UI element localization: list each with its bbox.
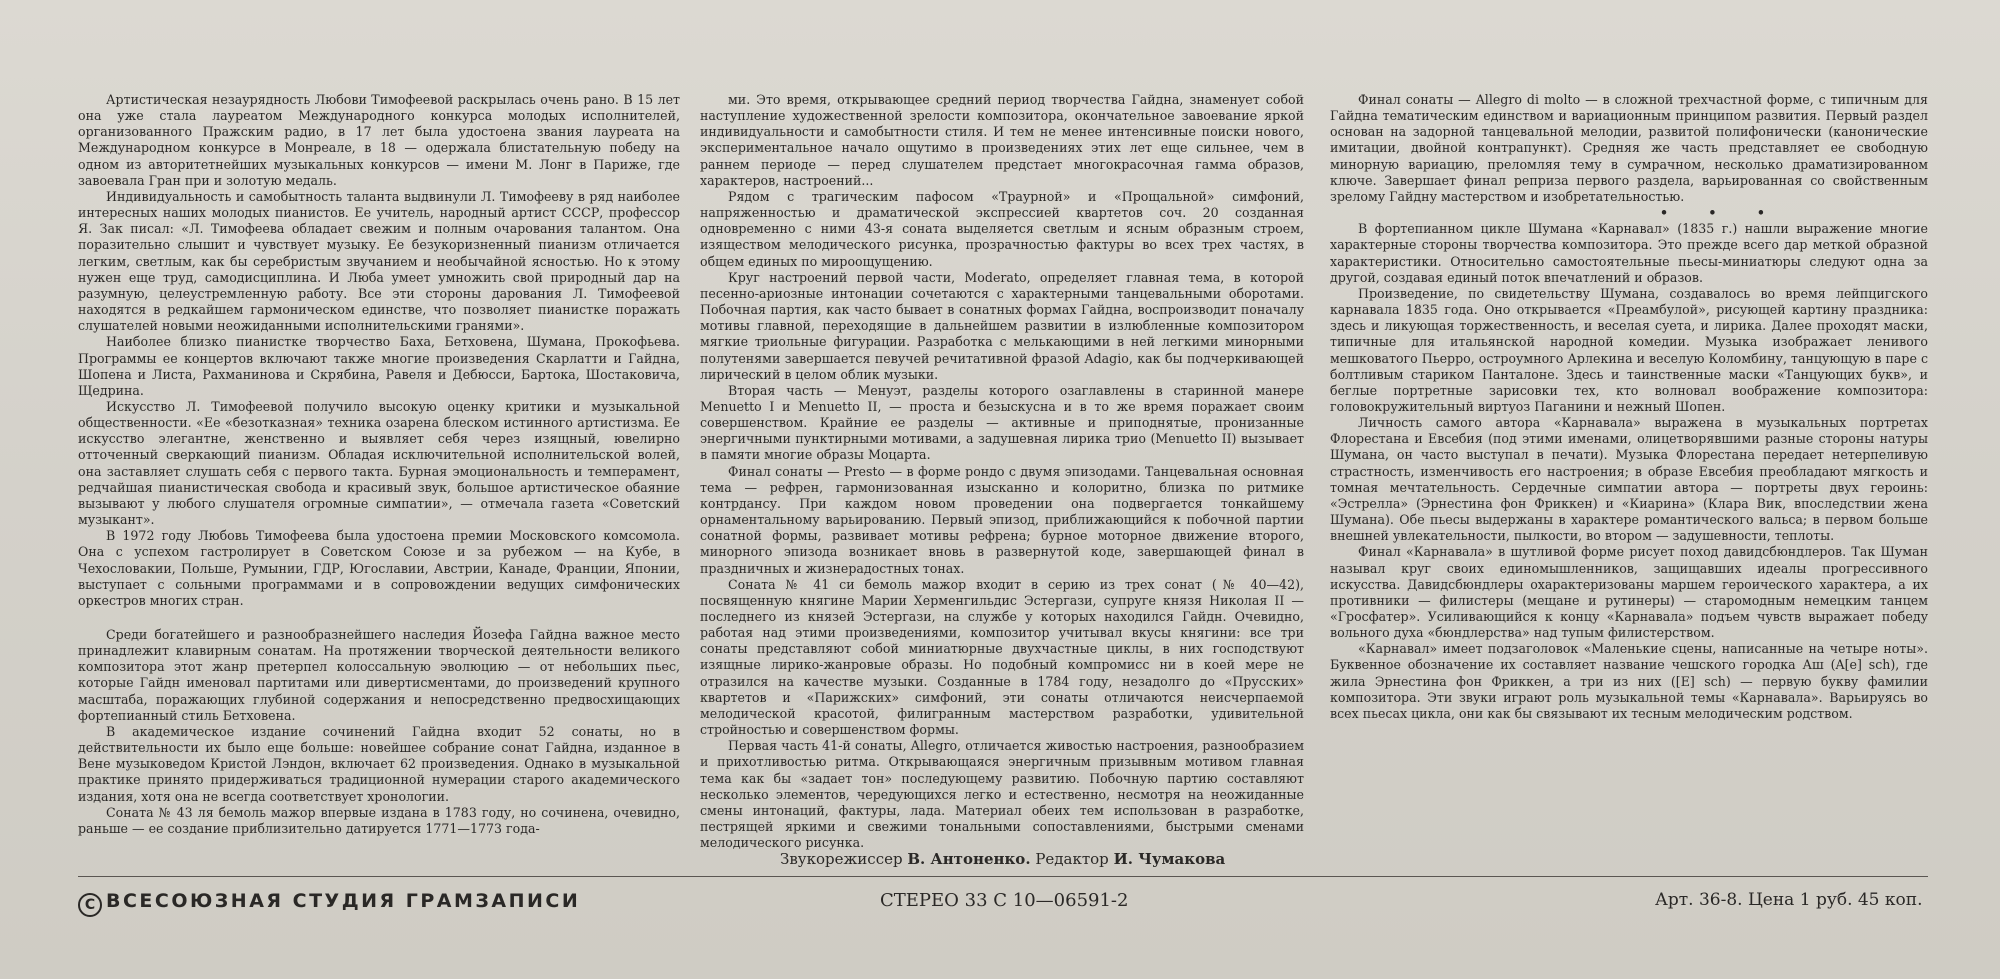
paragraph: Личность самого автора «Карнавала» выражена в музыкальных портретах Флорестана и Евсебия (под этими именами, олицетворявшими разные стороны натуры Шумана, он часто выступал в печати). Музыка Флорестана передает нетерпеливую страстность, изменчивость его настроения; в образе Евсебия преобладают мягкость и томная мечтательность. Сердечные симпатии автора — портреты двух героинь: «Эстрелла» (Эрнестина фон Фриккен) и «Киарина» (Клара Вик, впоследствии жена Шумана). Обе пьесы выдержаны в характере романтического вальса; в первом больше внешней увлекательности, пылкости, во втором — задушевности, теплоты.: [1330, 415, 1928, 544]
paragraph: Круг настроений первой части, Moderato, определяет главная тема, в которой песенно-ариозные интонации сочетаются с характерными танцевальными оборотами. Побочная партия, как часто бывает в сонатных формах Гайдна, воспроизводит поначалу мотивы главной, переходящие в дальнейшем развитии в излюбленные композитором мягкие триольные фигурации. Разработка с мелькающими в ней легкими минорными полутенями завершается певучей речитативной фразой Adagio, как бы подчеркивающей лирический в целом облик музыки.: [700, 269, 1304, 382]
paragraph: «Карнавал» имеет подзаголовок «Маленькие сцены, написанные на четыре ноты». Буквенное обозначение их составляет название чешского городка Аш (A[e] sch), где жила Эрнестина фон Фриккен, а три из них ([E] sch) — первую букву фамилии композитора. Эти звуки играют роль музыкальной темы «Карнавала». Варьируясь во всех пьесах цикла, они как бы связывают их тесным мелодическим родством.: [1330, 641, 1928, 721]
paragraph: Финал «Карнавала» в шутливой форме рисует поход давидсбюндлеров. Так Шуман называл круг своих единомышленников, защищавших идеалы прогрессивного искусства. Давидсбюндлеры охарактеризованы маршем героического характера, а их противники — филистеры (мещане и рутинеры) — старомодным немецким танцем «Гросфатер». Усиливающийся к концу «Карнавала» подъем чувств выражает победу вольного духа «бюндлерства» над тупым филистерством.: [1330, 544, 1928, 641]
paragraph: Произведение, по свидетельству Шумана, создавалось во время лейпцигского карнавала 1835 года. Оно открывается «Преамбулой», рисующей картину праздника: здесь и ликующая торжественность, и веселая суета, и лирика. Далее проходят маски, типичные для итальянской народной комедии. Музыка изображает ленивого мешковатого Пьерро, остроумного Арлекина и веселую Коломбину, танцующую в паре с болтливым стариком Панталоне. Здесь и таинственные маски «Танцующих букв», и беглые портретные зарисовки тех, кто волновал воображение композитора: головокружительный виртуоз Паганини и нежный Шопен.: [1330, 285, 1928, 414]
text-column-1: [78, 92, 680, 837]
paragraph: Финал сонаты — Allegro di molto — в сложной трехчастной форме, с типичным для Гайдна тематическим единством и вариационным принципом развития. Первый раздел основан на задорной танцевальной мелодии, развитой полифонически (канонические имитации, двойной контрапункт). Средняя же часть представляет ее свободную минорную вариацию, преломляя тему в сумрачном, несколько драматизированном ключе. Завершает финал реприза первого раздела, варьированная со свойственным зрелому Гайдну мастерством и изобретательностью.: [1330, 92, 1928, 204]
paragraph: Соната № 41 си бемоль мажор входит в серию из трех сонат (№ 40—42), посвященную княгине Марии Херменгильдис Эстергази, супруге князя Николая II — последнего из князей Эстергази, на службе у которых находился Гайдн. Очевидно, работая над этими произведениями, композитор учитывал вкусы княгини: все три сонаты представляют собой миниатюрные двухчастные циклы, в них господствуют изящные лирико-жанровые образы. Но подобный компромисс ни в коей мере не отразился на качестве музыки. Созданные в 1784 году, незадолго до «Прусских» квартетов и «Парижских» симфоний, эти сонаты отличаются неисчерпаемой мелодической красотой, филигранным мастерством разработки, удивительной стройностью и совершенством формы.: [700, 576, 1304, 738]
paragraph: В фортепианном цикле Шумана «Карнавал» (1835 г.) нашли выражение многие характерные стороны творчества композитора. Это прежде всего дар меткой образной характеристики. Относительно самостоятельные пьесы-миниатюры следуют одна за другой, создавая единый поток впечатлений и образов.: [1330, 221, 1928, 285]
text-column-2: [700, 92, 1304, 851]
paragraph: Искусство Л. Тимофеевой получило высокую оценку критики и музыкальной общественности. «Ее «безотказная» техника озарена блеском истинного артистизма. Ее искусство элегантне, женственно и выявляет себя через изящный, ювелирно отточенный сверкающий пианизм. Обладая исключительной исполнительской волей, она заставляет слушать себя с первого такта. Бурная эмоциональность и темперамент, редчайшая пианистическая свобода и красивый звук, большое артистическое обаяние вызывают у любого слушателя огромные симпатии», — отмечала газета «Советский музыкант».: [78, 398, 680, 528]
paragraph: Артистическая незаурядность Любови Тимофеевой раскрылась очень рано. В 15 лет она уже стала лауреатом Международного конкурса молодых исполнителей, организованного Пражским радио, в 17 лет была удостоена звания лауреата на Международном конкурсе в Монреале, в 18 — одержала блистательную победу на одном из авторитетнейших музыкальных конкурсов — имени М. Лонг в Париже, где завоевала Гран при и золотую медаль.: [78, 92, 680, 188]
paragraph: Среди богатейшего и разнообразнейшего наследия Йозефа Гайдна важное место принадлежит клавирным сонатам. На протяжении творческой деятельности великого композитора этот жанр претерпел колоссальную эволюцию — от небольших пьес, которые Гайдн именовал партитами или дивертисментами, до произведений крупного масштаба, поражающих глубиной содержания и непосредственно предвосхищающих фортепианный стиль Бетховена.: [78, 627, 680, 723]
paragraph: Наиболее близко пианистке творчество Баха, Бетховена, Шумана, Прокофьева. Программы ее концертов включают также многие произведения Скарлатти и Гайдна, Шопена и Листа, Рахманинова и Скрябина, Равеля и Дебюсси, Бартока, Шостаковича, Щедрина.: [78, 334, 680, 398]
paragraph: Индивидуальность и самобытность таланта выдвинули Л. Тимофееву в ряд наиболее интересных наших молодых пианистов. Ее учитель, народный артист СССР, профессор Я. Зак писал: «Л. Тимофеева обладает свежим и полным очарования талантом. Она поразительно слышит и чувствует музыку. Ее безукоризненный пианизм отличается легким, светлым, как бы серебристым звучанием и необычайной ясностью. Но к этому нужен еще труд, самодисциплина. И Люба умеет умножить свой природный дар на разумную, целеустремленную работу. Все эти стороны дарования Л. Тимофеевой находятся в редкайшем гармоническом единстве, что позволяет пианистке поражать слушателей новыми неожиданными исполнительскими гранями».: [78, 188, 680, 334]
editor-label: Редактор: [1035, 850, 1109, 868]
engineer-name: В. Антоненко.: [907, 850, 1031, 868]
paragraph: ми. Это время, открывающее средний период творчества Гайдна, знаменует собой наступление художественной зрелости композитора, окончательное завоевание яркой индивидуальности и самобытности стиля. И тем не менее интенсивные поиски нового, экспериментальное начало ощутимо в произведениях этих лет еще сильнее, чем в раннем периоде — перед слушателем предстает многокрасочная гамма образов, характеров, настроений...: [700, 92, 1304, 188]
section-separator: • • •: [1660, 205, 1783, 221]
paragraph: Рядом с трагическим пафосом «Траурной» и «Прощальной» симфоний, напряженностью и драматической экспрессией квартетов соч. 20 созданная одновременно с ними 43-я соната выделяется светлым и ясным образным строем, изяществом мелодического рисунка, прозрачностью фактуры во всех трех частях, в общем единых по мироощущению.: [700, 188, 1304, 269]
paragraph: Финал сонаты — Presto — в форме рондо с двумя эпизодами. Танцевальная основная тема — рефрен, гармонизованная изысканно и колоритно, близка по ритмике контрдансу. При каждом новом проведении она подвергается тонкайшему орнаментальному варьированию. Первый эпизод, приближающийся к побочной партии сонатной формы, развивает мотивы рефрена; бурное моторное движение второго, минорного эпизода возникает вновь в развернутой коде, завершающей финал в праздничных и жизнерадостных тонах.: [700, 463, 1304, 576]
paragraph: Первая часть 41-й сонаты, Allegro, отличается живостью настроения, разнообразием и прихотливостью ритма. Открывающаяся энергичным призывным мотивом главная тема как бы «задает тон» последующему развитию. Побочную партию составляют несколько элементов, чередующихся легко и естественно, несмотря на неожиданные смены интонаций, фактуры, лада. Материал обеих тем использован в разработке, пестрящей яркими и свежими тональными сопоставлениями, быстрыми сменами мелодического рисунка.: [700, 738, 1304, 851]
copyright-icon: C: [78, 893, 102, 917]
catalog-number: СТЕРЕО 33 С 10—06591-2: [880, 890, 1129, 911]
production-credits: [780, 850, 1280, 868]
text-column-3: [1330, 92, 1928, 722]
paragraph: Вторая часть — Менуэт, разделы которого озаглавлены в старинной манере Menuetto I и Menuetto II, — проста и безыскусна и в то же время поражает своим совершенством. Крайние ее разделы — активные и приподнятые, пронизанные энергичными пунктирными мотивами, а задушевная лирика трио (Menuetto II) вызывает в памяти многие образы Моцарта.: [700, 382, 1304, 463]
paragraph: Соната № 43 ля бемоль мажор впервые издана в 1783 году, но сочинена, очевидно, раньше — ее создание приблизительно датируется 1771—1773 года-: [78, 804, 680, 836]
studio-label: ВСЕСОЮЗНАЯ СТУДИЯ ГРАМЗАПИСИ: [106, 890, 581, 912]
engineer-label: Звукорежиссер: [780, 850, 903, 868]
studio-name: [78, 890, 580, 917]
paragraph: В 1972 году Любовь Тимофеева была удостоена премии Московского комсомола. Она с успехом гастролирует в Советском Союзе и за рубежом — на Кубе, в Чехословакии, Польше, Румынии, ГДР, Югославии, Австрии, Канаде, Франции, Японии, выступает с сольными программами и в сопровождении ведущих симфонических оркестров многих стран.: [78, 528, 680, 608]
footer-divider: [78, 876, 1928, 877]
price-label: Арт. 36-8. Цена 1 руб. 45 коп.: [1655, 890, 1923, 910]
paragraph: В академическое издание сочинений Гайдна входит 52 сонаты, но в действительности их было еще больше: новейшее собрание сонат Гайдна, изданное в Вене музыковедом Кристой Лэндон, включает 62 произведения. Однако в музыкальной практике принято придерживаться традиционной нумерации старого академического издания, хотя она не всегда соответствует хронологии.: [78, 723, 680, 804]
editor-name: И. Чумакова: [1113, 850, 1226, 868]
